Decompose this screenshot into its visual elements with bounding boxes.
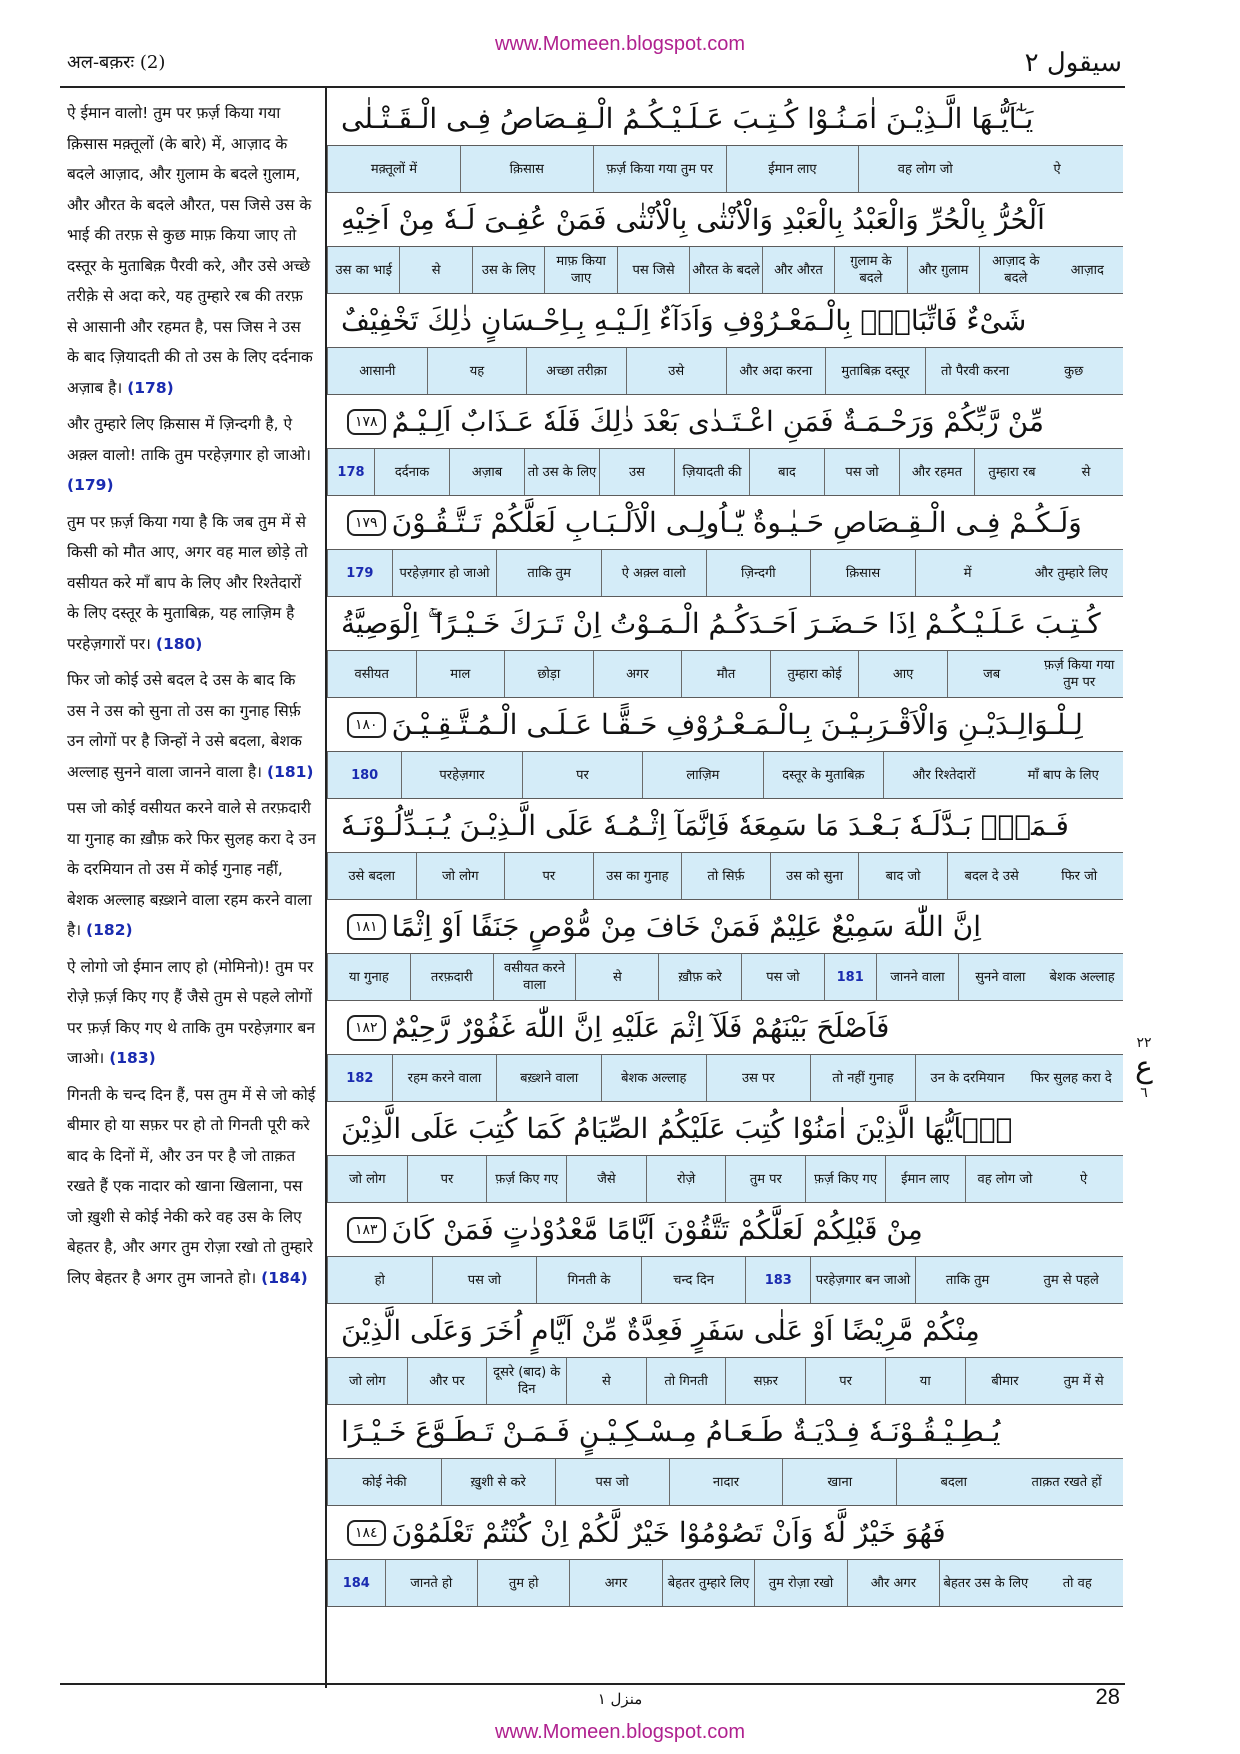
arabic-line (327, 1304, 1123, 1357)
translation-row (327, 751, 1123, 799)
word-cell: उसे बदला (327, 853, 416, 899)
word-cell: ऐ (1080, 1171, 1088, 1187)
arabic-text: شَىْءٌ فَاتِّبَاعٌۢ بِالْـمَعْـرُوْفِ وَاَدَآءٌ اِلَـيْـهِ بِـاِحْـسَانٍ ذٰلِكَ تَخْفِيْفٌ (341, 304, 1027, 337)
translation-paragraph (67, 952, 317, 1074)
ruku-mark (1130, 1034, 1158, 1102)
word-cell: अगर (569, 1560, 661, 1606)
word-cell: और तुम्हारे लिए (1034, 565, 1108, 581)
word-cell: जानते हो (385, 1560, 477, 1606)
word-cell: आज़ाद (1070, 262, 1104, 278)
word-cell: और अदा करना (726, 348, 826, 394)
translation-text: ऐ लोगो जो ईमान लाए हो (मोमिनो)! तुम पर रोज़े फ़र्ज़ किए गए हैं जैसे तुम से पहले लोगों पर फ़र्ज़ किए गए थे ताकि तुम परहेज़गार बन जाओ। (67, 957, 315, 1067)
word-cell: क़िसास (810, 550, 915, 596)
word-cell: ताक़त रखते हों (1031, 1474, 1102, 1490)
word-cell: ज़िन्दगी (706, 550, 811, 596)
arabic-line (327, 698, 1123, 751)
word-cell: बाद (749, 449, 824, 495)
word-cell: फ़र्ज़ किए गए (805, 1156, 885, 1202)
arabic-line (327, 1001, 1123, 1054)
word-cell: ताकि तुम (496, 550, 601, 596)
word-cell: बेहतर तुम्हारे लिए (662, 1560, 754, 1606)
word-cell: उस का भाई (327, 247, 399, 293)
word-cell: जो लोग (327, 1358, 407, 1404)
word-cell: ज़ियादती की (674, 449, 749, 495)
word-cell: पर (407, 1156, 487, 1202)
word-cell: फिर सुलह करा दे (1030, 1070, 1112, 1086)
word-cell: और रहमत (899, 449, 974, 495)
ayah-end-marker: ١٨٠ (347, 712, 386, 738)
word-cell: वह लोग जो (965, 1156, 1045, 1202)
verse-number: (181) (266, 762, 314, 781)
word-by-word-grid (327, 92, 1123, 1607)
ayah-end-marker: ١٧٨ (347, 409, 386, 435)
word-cell: अच्छा तरीक़ा (526, 348, 626, 394)
word-cell: या (885, 1358, 965, 1404)
ayah-end-marker: ١٨٢ (347, 1015, 386, 1041)
word-cell: और पर (407, 1358, 487, 1404)
translation-paragraph (67, 98, 317, 403)
translation-row (327, 448, 1123, 496)
arabic-text: يٰۤاَيُّهَا الَّذِيْنَ اٰمَنُوْا كُتِبَ عَلَيْكُمُ الصِّيَامُ كَمَا كُتِبَ عَلَى الَّذِيْنَ (341, 1112, 1013, 1145)
word-cell: पस जिसे (617, 247, 689, 293)
word-cell: और रिश्तेदारों (883, 752, 1003, 798)
word-cell: कुछ (1064, 363, 1084, 379)
word-cell: तो उस के लिए (524, 449, 599, 495)
word-cell: तो सिर्फ़ (681, 853, 770, 899)
ayah-end-marker: ١٨٣ (347, 1217, 386, 1243)
translation-row (327, 246, 1123, 294)
word-cell: तो नहीं गुनाह (810, 1055, 915, 1101)
verse-number: (184) (261, 1268, 308, 1287)
word-cell: बदल दे उसे (947, 853, 1036, 899)
word-cell: आए (858, 651, 947, 697)
translation-row (327, 953, 1123, 1001)
word-cell: बख़्शने वाला (496, 1055, 601, 1101)
translation-row (327, 1357, 1123, 1405)
arabic-text: مِنْ قَبْلِكُمْ لَعَلَّكُمْ تَتَّقُوْنَ اَيَّامًا مَّعْدُوْدٰتٍ فَمَنْ كَانَ (391, 1213, 923, 1246)
word-cell: ख़ौफ़ करे (658, 954, 741, 1000)
word-cell: नादार (669, 1459, 783, 1505)
word-cell: उसे (626, 348, 726, 394)
word-cell: हो (327, 1257, 432, 1303)
arabic-line (327, 900, 1123, 953)
word-cell: मुताबिक़ दस्तूर (825, 348, 925, 394)
word-cell: से (575, 954, 658, 1000)
word-cell: उस पर (706, 1055, 811, 1101)
word-cell: उस को सुना (770, 853, 859, 899)
word-cell: जो लोग (327, 1156, 407, 1202)
word-cell: मौत (681, 651, 770, 697)
word-cell: लाज़िम (642, 752, 762, 798)
word-cell: जानने वाला (876, 954, 959, 1000)
word-cell: बेहतर उस के लिए (939, 1560, 1031, 1606)
word-cell: कोई नेकी (327, 1459, 441, 1505)
translation-paragraph (67, 507, 317, 660)
word-cell: फिर जो (1061, 868, 1098, 884)
word-cell: सुनने वाला (958, 954, 1041, 1000)
word-cell: और औरत (762, 247, 834, 293)
word-cell: बेशक अल्लाह (1049, 969, 1115, 985)
translation-row (327, 1458, 1123, 1506)
word-cell: उस (599, 449, 674, 495)
arabic-line (327, 1405, 1123, 1458)
word-cell: आज़ाद के बदले (979, 247, 1051, 293)
arabic-text: فَهُوَ خَيْرٌ لَّهٗ وَاَنْ تَصُوْمُوْا خَيْرٌ لَّكُمْ اِنْ كُنْتُمْ تَعْلَمُوْنَ (391, 1516, 946, 1549)
verse-number: (182) (86, 921, 133, 939)
verse-number: (178) (127, 378, 174, 397)
word-cell: तुम में से (1063, 1373, 1104, 1389)
word-cell: पर (522, 752, 642, 798)
word-cell: अज़ाब (449, 449, 524, 495)
ruku-count: ٦ (1140, 1085, 1148, 1101)
word-cell: तो पैरवी करना (925, 348, 1025, 394)
arabic-line (327, 294, 1123, 347)
word-cell: तुम पर (725, 1156, 805, 1202)
arabic-text: لِـلْـوَالِـدَيْـنِ وَالْاَقْـرَبِـيْـنَ بِـالْـمَـعْـرُوْفِ حَـقًّـا عَـلَـى الْـمُـتَّـقِـيْـنَ (391, 708, 1083, 741)
word-cell: बीमार (965, 1358, 1045, 1404)
word-cell: बदला (896, 1459, 1010, 1505)
arabic-text: اِنَّ اللّٰهَ سَمِيْعٌ عَلِيْمٌ فَمَنْ خَافَ مِنْ مُّوْصٍ جَنَفًا اَوْ اِثْمًا (391, 910, 981, 943)
translation-text: और तुम्हारे लिए क़िसास में ज़िन्दगी है, ऐ अक़्ल वालो! ताकि तुम परहेज़गार हो जाओ। (67, 415, 312, 464)
translation-paragraph (67, 793, 317, 946)
word-cell: परहेज़गार बन जाओ (810, 1257, 915, 1303)
word-cell: तुम्हारा कोई (770, 651, 859, 697)
ayah-end-marker: ١٧٩ (347, 510, 386, 536)
word-cell: ईमान लाए (726, 146, 859, 192)
word-cell: तो गिनती (646, 1358, 726, 1404)
arabic-text: اَلْحُرُّ بِالْحُرِّ وَالْعَبْدُ بِالْعَبْدِ وَالْاُنْثٰى بِالْاُنْثٰى فَمَنْ عُفِـىَ لَـهٗ مِنْ اَخِيْهِ (341, 203, 1045, 236)
word-cell: 179 (327, 550, 392, 596)
arabic-text: فَـمَنْۢ بَـدَّلَـهٗ بَـعْـدَ مَا سَمِعَهٗ فَاِنَّمَآ اِثْـمُـهٗ عَلَى الَّـذِيْـنَ يُـبَـدِّلُـوْنَـهٗ (341, 809, 1069, 842)
translation-paragraph (67, 1080, 317, 1294)
word-cell: जब (947, 651, 1036, 697)
arabic-text: كُـتِـبَ عَـلَـيْـكُـمْ اِذَا حَـضَـرَ اَحَـدَكُـمُ الْـمَـوْتُ اِنْ تَـرَكَ خَـيْـرًا ۖۚ اِلْوَصِيَّةُ (341, 606, 1101, 640)
word-cell: से (566, 1358, 646, 1404)
translation-row (327, 549, 1123, 597)
word-cell: सफ़र (725, 1358, 805, 1404)
translation-text: गिनती के चन्द दिन हैं, पस तुम में से जो कोई बीमार हो या सफ़र पर हो तो गिनती पूरी करे बाद के दिनों में, और उन पर है जो ताक़त रखते हैं एक नादार को खाना खिलाना, पस जो ख़ुशी से कोई नेकी करे वह उस के लिए बेहतर है, और अगर तुम रोज़ा रखो तो तुम्हारे लिए बेहतर है अगर तुम जानते हो। (67, 1085, 316, 1287)
site-url-top[interactable]: www.Momeen.blogspot.com (494, 33, 746, 55)
word-cell: 181 (824, 954, 876, 1000)
top-rule (60, 86, 1125, 88)
manzil-label: منزل ١ (597, 1690, 643, 1708)
word-cell: वसीयत (327, 651, 416, 697)
word-cell: चन्द दिन (641, 1257, 746, 1303)
word-cell: अगर (593, 651, 682, 697)
translation-row (327, 145, 1123, 193)
translation-row (327, 1256, 1123, 1304)
juz-title: سیقول ۲ (1024, 48, 1122, 78)
word-cell: फ़र्ज़ किया गया तुम पर (1044, 658, 1115, 690)
word-cell: रोज़े (646, 1156, 726, 1202)
word-cell: बाद जो (858, 853, 947, 899)
ayah-end-marker: ١٨١ (347, 914, 386, 940)
word-cell: ग़ुलाम के बदले (834, 247, 906, 293)
word-cell: खाना (782, 1459, 896, 1505)
word-cell: फ़र्ज़ किया गया तुम पर (593, 146, 726, 192)
word-cell: औरत के बदले (689, 247, 761, 293)
word-cell: तुम रोज़ा रखो (754, 1560, 846, 1606)
translation-text: फिर जो कोई उसे बदल दे उस के बाद कि उस ने उस को सुना तो उस का गुनाह सिर्फ़ उन लोगों पर है जिन्हों ने उसे बदला, बेशक अल्लाह सुनने वाला जानने वाला है। (67, 671, 302, 781)
translation-column (67, 98, 317, 1299)
word-cell: 184 (327, 1560, 384, 1606)
arabic-line (327, 193, 1123, 246)
arabic-line (327, 496, 1123, 549)
arabic-line (327, 395, 1123, 448)
word-cell: दर्दनाक (374, 449, 449, 495)
word-cell: माल (416, 651, 505, 697)
word-cell: उन के दरमियान (915, 1055, 1020, 1101)
arabic-text: يُـطِـيْـقُـوْنَـهٗ فِـدْيَـةٌ طَـعَـامُ مِـسْـكِـيْـنٍ فَـمَـنْ تَـطَـوَّعَ خَـيْـرًا (341, 1415, 1001, 1448)
arabic-text: وَلَـكُـمْ فِـى الْـقِـصَاصِ حَـيٰـوةٌ يّٰـاُولِـى الْاَلْـبَـابِ لَعَلَّكُمْ تَـتَّـقُـوْنَ (391, 506, 1082, 539)
arabic-line (327, 597, 1123, 650)
word-cell: माफ़ किया जाए (544, 247, 616, 293)
word-cell: पस जो (824, 449, 899, 495)
surah-title: अल-बक़रः (2) (67, 52, 166, 73)
arabic-text: يَـٰٓاَيُّـهَا الَّـذِيْـنَ اٰمَـنُـوْا كُـتِـبَ عَـلَـيْـكُـمُ الْـقِـصَاصُ فِـى الْـقَـتْـلٰى (341, 102, 1034, 135)
word-cell: से (399, 247, 471, 293)
translation-text: ऐ ईमान वालो! तुम पर फ़र्ज़ किया गया क़िसास मक़्तूलों (के बारे) में, आज़ाद के बदले आज़ाद, और ग़ुलाम के बदले ग़ुलाम, और औरत के बदले औरत, पस जिसे उस के भाई की तरफ़ से कुछ माफ़ किया जाए तो दस्तूर के मुताबिक़ पैरवी करे, और उसे अच्छे तरीक़े से अदा करे, यह तुम्हारे रब की तरफ़ से आसानी और रहमत है, पस जिस ने उस के बाद ज़ियादती की तो उस के लिए दर्दनाक अज़ाब है। (67, 104, 313, 397)
translation-row (327, 1559, 1123, 1607)
word-cell: रहम करने वाला (392, 1055, 497, 1101)
word-cell: पर (805, 1358, 885, 1404)
arabic-text: مِنْكُمْ مَّرِيْضًا اَوْ عَلٰى سَفَرٍ فَعِدَّةٌ مِّنْ اَيَّامٍ اُخَرَ وَعَلَى الَّذِيْنَ (341, 1314, 980, 1347)
arabic-line (327, 799, 1123, 852)
translation-paragraph (67, 665, 317, 787)
word-cell: ऐ (1053, 161, 1061, 177)
word-cell: या गुनाह (327, 954, 410, 1000)
translation-row (327, 650, 1123, 698)
ruku-number: ٢٢ (1136, 1035, 1152, 1051)
word-cell: ऐ अक़्ल वालो (601, 550, 706, 596)
word-cell: तुम से पहले (1043, 1272, 1099, 1288)
word-cell: बेशक अल्लाह (601, 1055, 706, 1101)
word-cell: छोड़ा (504, 651, 593, 697)
arabic-line (327, 1506, 1123, 1559)
word-cell: 182 (327, 1055, 392, 1101)
arabic-line (327, 1102, 1123, 1155)
translation-text: तुम पर फ़र्ज़ किया गया है कि जब तुम में से किसी को मौत आए, अगर वह माल छोड़े तो वसीयत करे माँ बाप के लिए और रिश्तेदारों के लिए दस्तूर के मुताबिक़, यह लाज़िम है परहेज़गारों पर। (67, 512, 308, 653)
word-cell: 183 (745, 1257, 810, 1303)
word-cell: उस का गुनाह (593, 853, 682, 899)
ruku-sign: ع (1135, 1050, 1153, 1085)
word-cell: से (1081, 464, 1091, 480)
word-cell: में (915, 550, 1020, 596)
word-cell: उस के लिए (472, 247, 544, 293)
word-cell: ईमान लाए (885, 1156, 965, 1202)
translation-row (327, 852, 1123, 900)
word-cell: वह लोग जो (858, 146, 991, 192)
word-cell: तुम्हारा रब (974, 449, 1049, 495)
word-cell: और ग़ुलाम (907, 247, 979, 293)
word-cell: तुम हो (477, 1560, 569, 1606)
verse-number: (183) (109, 1049, 156, 1067)
translation-row (327, 347, 1123, 395)
word-cell: ख़ुशी से करे (441, 1459, 555, 1505)
translation-row (327, 1155, 1123, 1203)
word-cell: माँ बाप के लिए (1027, 767, 1099, 783)
arabic-line (327, 1203, 1123, 1256)
verse-number: (180) (155, 634, 203, 653)
word-cell: फ़र्ज़ किए गए (486, 1156, 566, 1202)
word-cell: आसानी (327, 348, 427, 394)
arabic-text: فَاَصْلَحَ بَيْنَهُمْ فَلَآ اِثْمَ عَلَيْهِ اِنَّ اللّٰهَ غَفُوْرٌ رَّحِيْمٌ (391, 1011, 890, 1044)
word-cell: 180 (327, 752, 401, 798)
translation-text: पस जो कोई वसीयत करने वाले से तरफ़दारी या गुनाह का ख़ौफ़ करे फिर सुलह करा दे उन के दरमियान तो उस में कोई गुनाह नहीं, बेशक अल्लाह बख़्शने वाला रहम करने वाला है। (67, 799, 316, 939)
word-cell: पस जो (432, 1257, 537, 1303)
translation-paragraph (67, 409, 317, 501)
word-cell: तरफ़दारी (410, 954, 493, 1000)
word-cell: जैसे (566, 1156, 646, 1202)
verse-number: (179) (67, 476, 114, 494)
word-cell: और अगर (847, 1560, 939, 1606)
word-cell: पस जो (741, 954, 824, 1000)
arabic-line (327, 92, 1123, 145)
word-cell: दस्तूर के मुताबिक़ (763, 752, 883, 798)
word-cell: यह (427, 348, 527, 394)
word-cell: ताकि तुम (915, 1257, 1020, 1303)
word-cell: वसीयत करने वाला (493, 954, 576, 1000)
translation-row (327, 1054, 1123, 1102)
word-cell: दूसरे (बाद) के दिन (486, 1358, 566, 1404)
word-cell: परहेज़गार हो जाओ (392, 550, 497, 596)
word-cell: मक़्तूलों में (327, 146, 460, 192)
arabic-text: مِّنْ رَّبِّكُمْ وَرَحْـمَـةٌ فَمَنِ اعْـتَـدٰى بَعْدَ ذٰلِكَ فَلَهٗ عَـذَابٌ اَلِـيْـمٌ (391, 405, 1044, 438)
bottom-rule (60, 1683, 1125, 1685)
word-cell: गिनती के (536, 1257, 641, 1303)
word-cell: 178 (327, 449, 374, 495)
word-cell: क़िसास (460, 146, 593, 192)
ayah-end-marker: ١٨٤ (347, 1520, 386, 1546)
word-cell: पस जो (555, 1459, 669, 1505)
page-number: 28 (1095, 1684, 1120, 1709)
word-cell: जो लोग (416, 853, 505, 899)
word-cell: पर (504, 853, 593, 899)
word-cell: तो वह (1062, 1575, 1092, 1591)
site-url-bottom[interactable]: www.Momeen.blogspot.com (494, 1721, 746, 1743)
word-cell: परहेज़गार (401, 752, 521, 798)
